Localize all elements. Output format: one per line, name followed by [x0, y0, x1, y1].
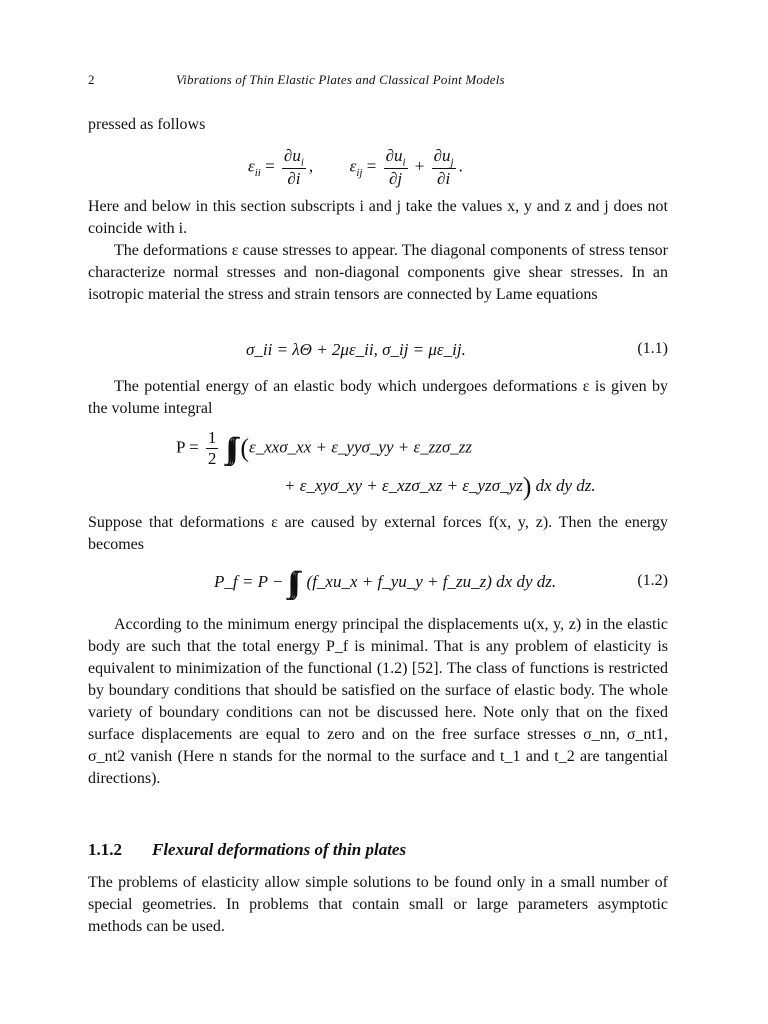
equation-lame: σ_ii = λΘ + 2με_ii, σ_ij = με_ij. [246, 340, 466, 359]
equation-pf: P_f = P − ∫∫∫ (f_xu_x + f_yu_y + f_zu_z) dx dy dz. [214, 566, 557, 599]
fraction-one-half: $\frac{1}{2}$ [207, 428, 217, 468]
section-number: 1.1.2 [88, 840, 122, 859]
paragraph-external-forces: Suppose that deformations ε are caused by external forces f(x, y, z). Then the energy becomes [88, 514, 668, 553]
equation-number-1-2: (1.2) [637, 572, 668, 589]
section-title: Flexural deformations of thin plates [152, 840, 407, 859]
equation-energy-line1: P = $\frac{1}{2}$ ∫∫∫ (ε_xxσ_xx + ε_yyσ_yy + ε_zzσ_zz [176, 428, 473, 468]
paragraph-elasticity-problems: The problems of elasticity allow simple solutions to be found only in a small number of special geometries. In problems that contain small or large parameters asymptotic methods can be used. [88, 874, 668, 935]
fraction-strain-1: $\frac{\partial u_i}{\partial i}$ [283, 146, 304, 189]
paragraph-minimum-energy: According to the minimum energy principal the displacements u(x, y, z) in the elastic body are such that the total energy P_f is minimal. That is any problem of elasticity is equivalent to minimization of the functional (1.2) [52]. The class of functions is restricted by boundary conditions that should be satisfied on the surface of elastic body. The whole variety of boundary conditions can not be discussed here. Note only that on the fixed surface displacements are equal to zero and on the free surface stresses σ_nn, σ_nt1, σ_nt2 vanish (Here n stands for the normal to the surface and t_1 and t_2 are tangential directions). [88, 616, 668, 787]
equation-energy-line2: + ε_xyσ_xy + ε_xzσ_xz + ε_yzσ_yz) dx dy dz. [284, 472, 596, 501]
fraction-strain-3: $\frac{\partial u_j}{\partial i}$ [433, 146, 454, 189]
equation-number-1-1: (1.1) [637, 340, 668, 357]
fraction-strain-2: $\frac{\partial u_i}{\partial j}$ [385, 146, 406, 189]
paragraph-stresses: The deformations ε cause stresses to appear. The diagonal components of stress tensor characterize normal stresses and non-diagonal components give shear stresses. In an isotropic material the stress and strain tensors are connected by Lame equations [88, 242, 668, 303]
paragraph-intro: pressed as follows [88, 116, 206, 133]
page-header [88, 72, 668, 92]
running-title: Vibrations of Thin Elastic Plates and Classical Point Models [176, 72, 505, 87]
equation-strain: $\varepsilon_{ii}$ = $\frac{\partial u_i}{\partial i}$ , $\varepsilon_{ij}$ = $\frac{\partial u_i}{\partial j}$ + $\frac{\partial u_j}{\partial i}$ . [248, 146, 463, 189]
paragraph-potential-energy: The potential energy of an elastic body which undergoes deformations ε is given by the volume integral [88, 378, 668, 417]
page-number: 2 [88, 72, 95, 87]
paragraph-subscripts: Here and below in this section subscripts i and j take the values x, y and z and j does not coincide with i. [88, 198, 668, 237]
